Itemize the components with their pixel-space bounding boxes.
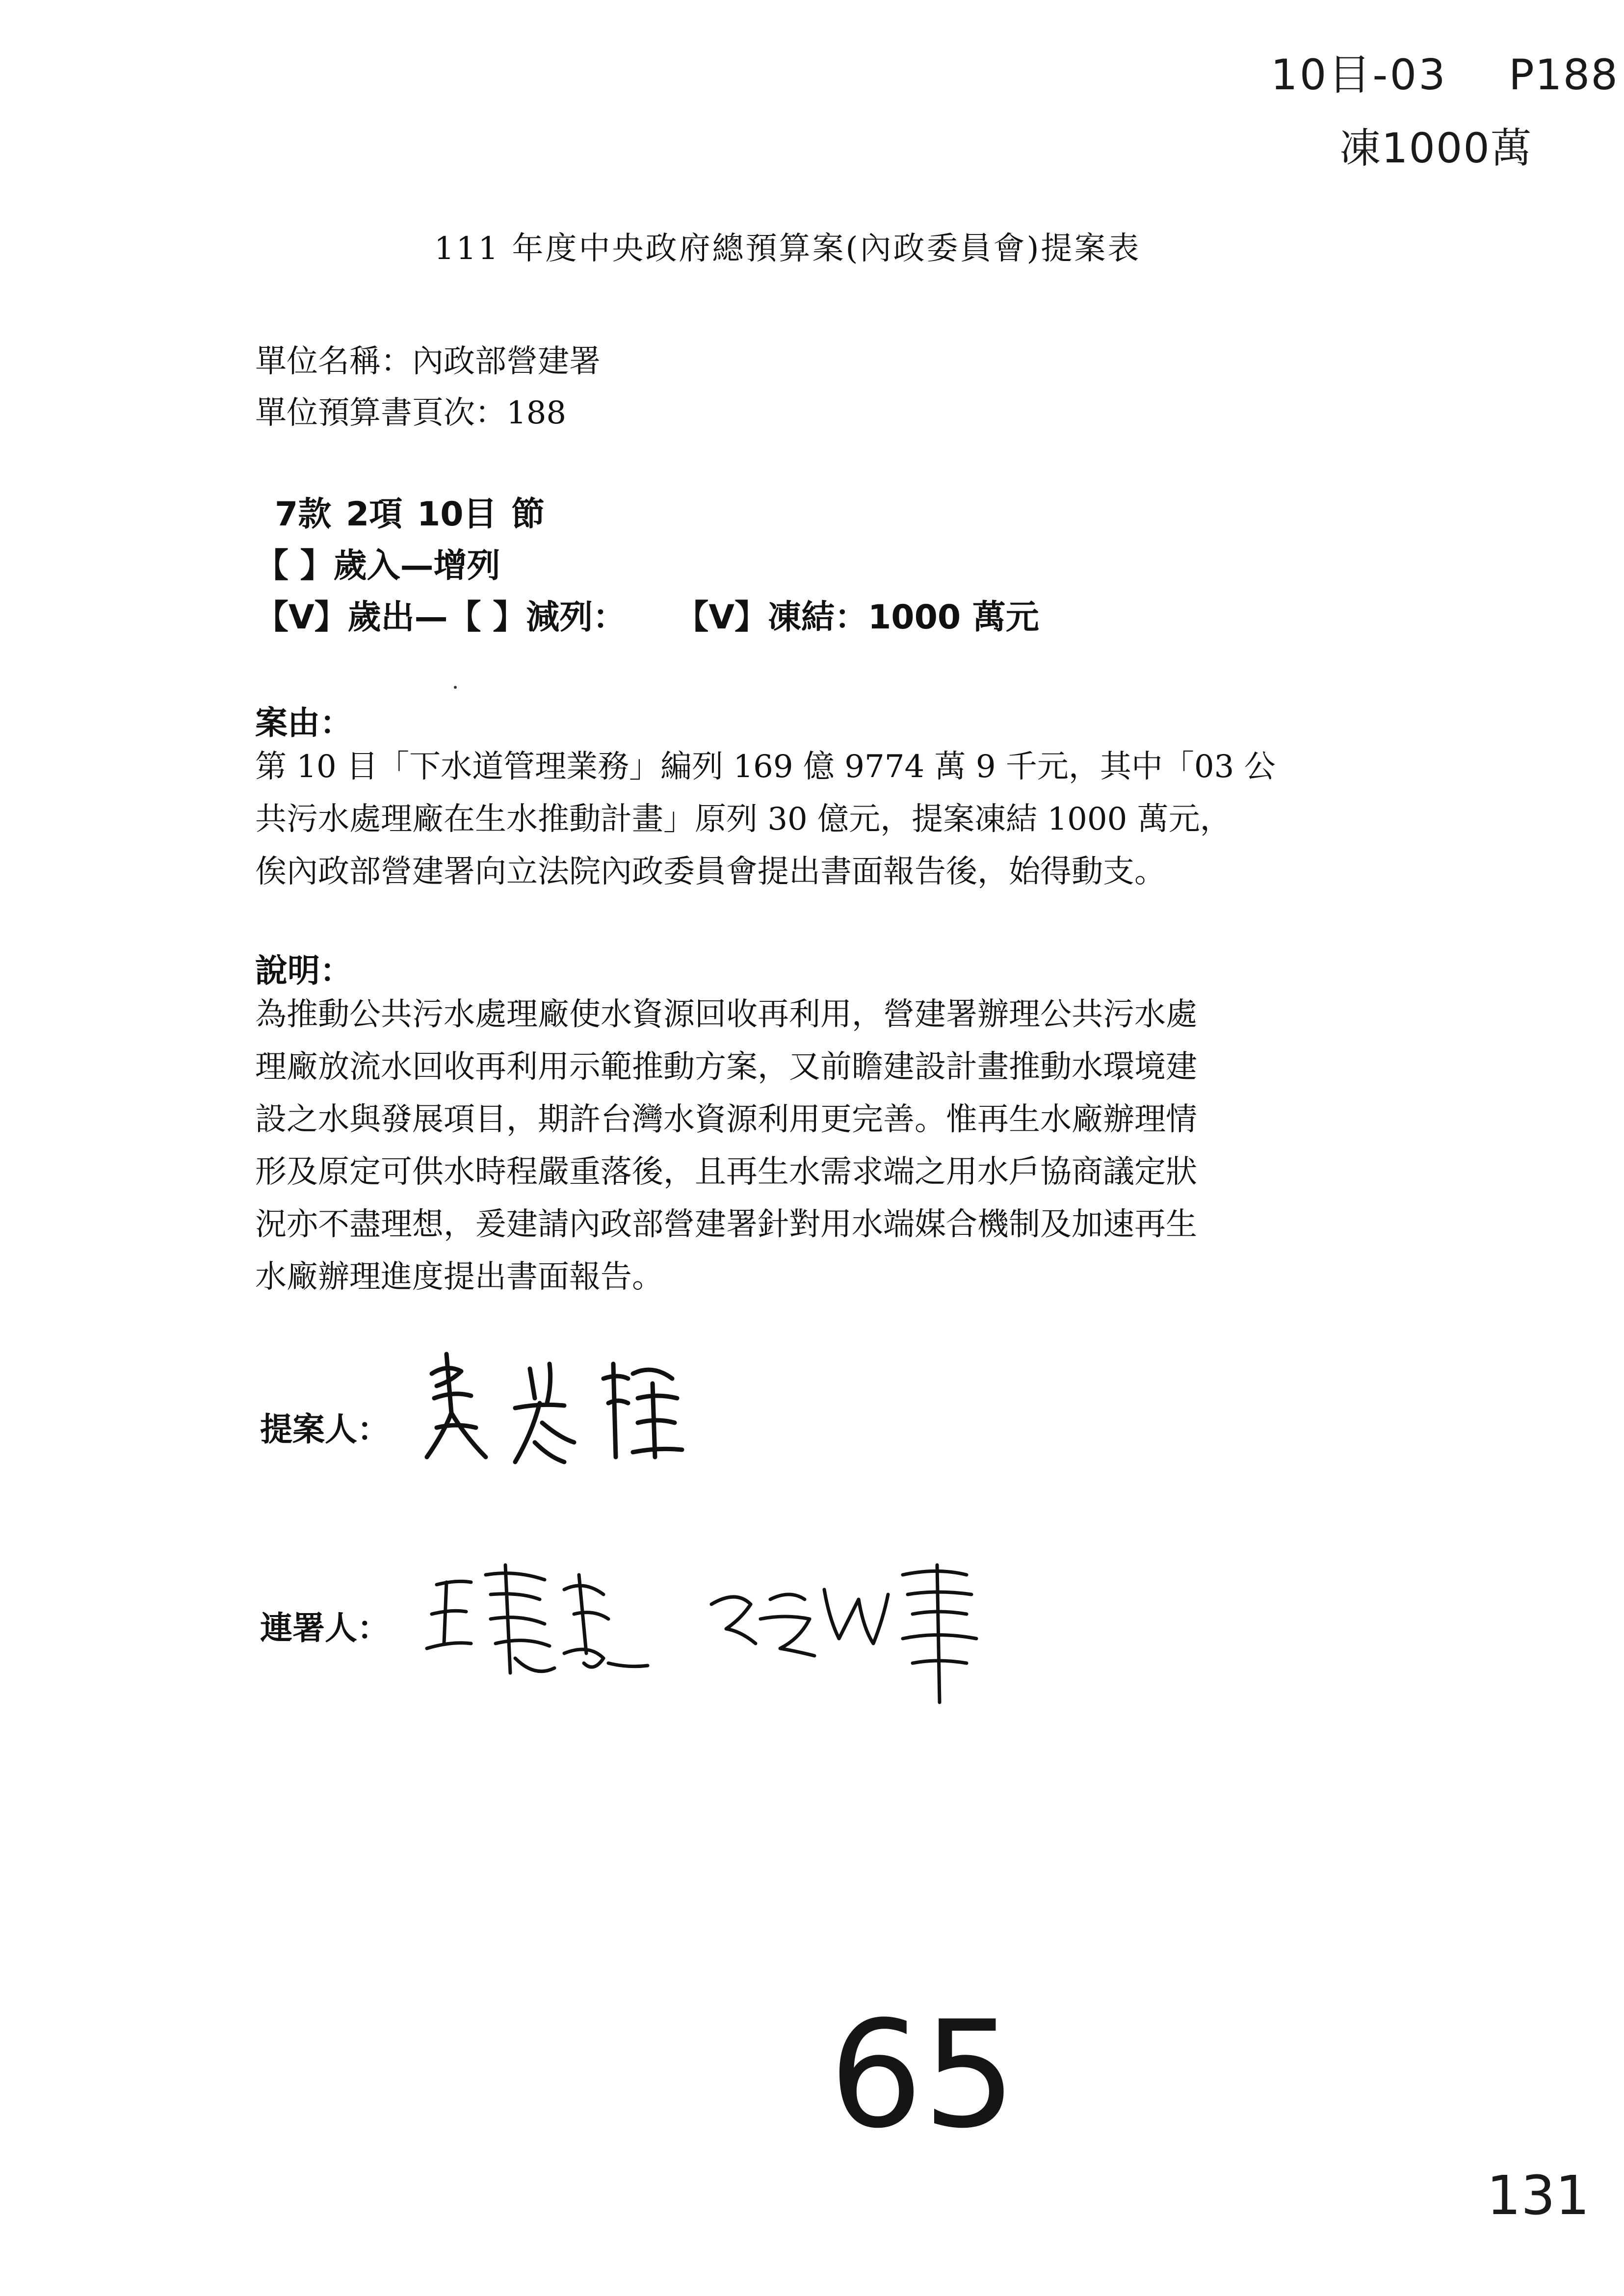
- description-line: 設之水與發展項目，期許台灣水資源利用更完善。惟再生水廠辦理情: [255, 1101, 1197, 1138]
- handwritten-page-number: 65: [829, 1989, 1017, 2161]
- expense-freeze-line: [255, 598, 1039, 637]
- scan-speck: [454, 686, 457, 689]
- reason-body: [255, 741, 1413, 898]
- cosigner-signatures: [417, 1545, 1030, 1712]
- description-body: [255, 989, 1413, 1304]
- handwritten-footer-number: 131: [1487, 2164, 1590, 2227]
- cosigner-label: 連署人：: [260, 1609, 390, 1647]
- handwritten-page-ref: P188: [1509, 51, 1619, 100]
- description-heading: 說明：: [255, 952, 352, 990]
- freeze-amount-text: 【V】凍結：1000 萬元: [675, 598, 1039, 637]
- reason-line: 俟內政部營建署向立法院內政委員會提出書面報告後，始得動支。: [255, 854, 1166, 890]
- unit-budget-page: 單位預算書頁次：188: [255, 395, 567, 431]
- description-line: 理廠放流水回收再利用示範推動方案，又前瞻建設計畫推動水環境建: [255, 1049, 1197, 1085]
- handwritten-freeze-note: 凍1000萬: [1339, 124, 1533, 172]
- proposer-label: 提案人：: [260, 1410, 390, 1448]
- revenue-line: 【 】歲入—增列: [255, 547, 500, 585]
- handwritten-code-note: 10目-03: [1271, 51, 1447, 100]
- reason-line: 共污水處理廠在生水推動計畫」原列 30 億元，提案凍結 1000 萬元，: [255, 801, 1231, 837]
- description-line: 為推動公共污水處理廠使水資源回收再利用，營建署辦理公共污水處: [255, 996, 1197, 1033]
- unit-name: 單位名稱：內政部營建署: [255, 343, 601, 380]
- reason-line: 第 10 目「下水道管理業務」編列 169 億 9774 萬 9 千元，其中「03 公: [255, 749, 1276, 785]
- description-line: 況亦不盡理想，爰建請內政部營建署針對用水端媒合機制及加速再生: [255, 1206, 1197, 1243]
- reason-heading: 案由：: [255, 704, 352, 742]
- document-title: 111 年度中央政府總預算案(內政委員會)提案表: [434, 231, 1141, 267]
- description-line: 形及原定可供水時程嚴重落後，且再生水需求端之用水戶協商議定狀: [255, 1154, 1197, 1190]
- expense-reduction-text: 【V】歲出—【 】減列：: [255, 598, 627, 637]
- proposer-signature: [417, 1344, 692, 1491]
- description-line: 水廠辦理進度提出書面報告。: [255, 1259, 663, 1295]
- budget-item: 7款 2項 10目 節: [275, 495, 545, 534]
